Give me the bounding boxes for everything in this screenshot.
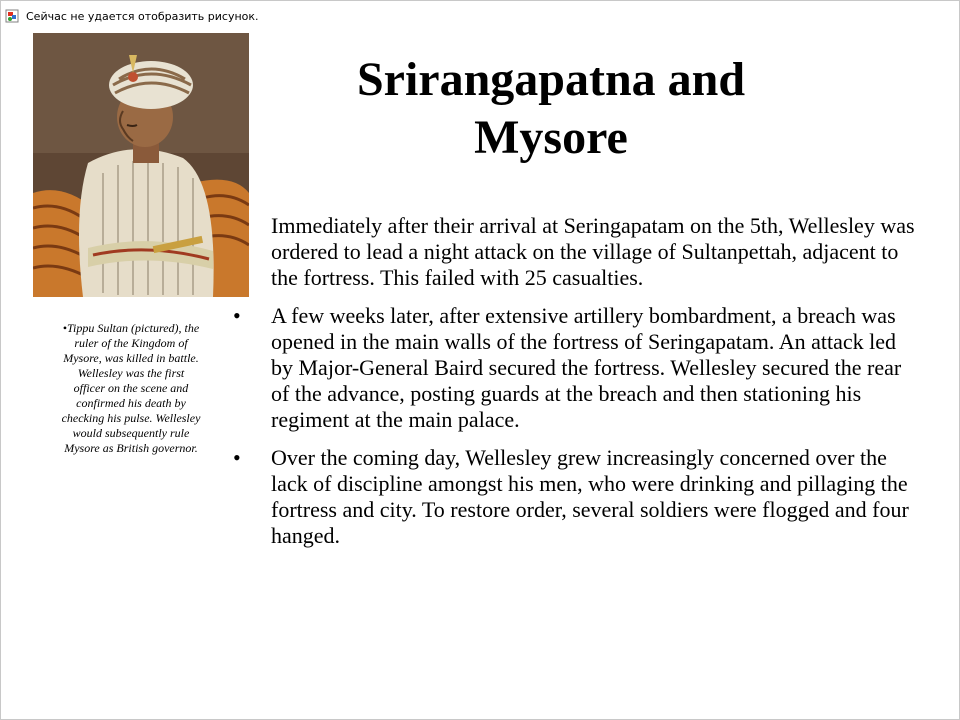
bullet-text: Immediately after their arrival at Seringapatam on the 5th, Wellesley was ordered to lead a night attack on the village of Sultanpettah, adjacent to the fortress. This failed with 25 casualties.	[271, 213, 915, 290]
bullet-dot: •	[233, 445, 241, 470]
bullet-list	[229, 213, 919, 561]
slide-title: Srirangapatna and Mysore	[356, 53, 746, 164]
bullet-text: A few weeks later, after extensive artillery bombardment, a breach was opened in the main walls of the fortress of Seringapatam. An attack led by Major-General Baird secured the fortress. Wellesley secured the rear of the advance, posting guards at the breach and then stationing his regiment at the main palace.	[271, 303, 902, 432]
bullet-item	[229, 213, 919, 291]
broken-image-icon	[5, 9, 20, 24]
bullet-text: Over the coming day, Wellesley grew increasingly concerned over the lack of discipline amongst his men, who were drinking and pillaging the fortress and city. To restore order, several soldiers were flogged and four hanged.	[271, 445, 909, 548]
bullet-item	[229, 445, 919, 549]
image-error-banner	[5, 5, 259, 27]
bullet-item	[229, 303, 919, 433]
tippu-sultan-portrait	[33, 33, 249, 297]
bullet-dot: •	[233, 303, 241, 328]
image-error-text: Сейчас не удается отобразить рисунок.	[26, 9, 259, 23]
portrait-caption: •Tippu Sultan (pictured), the ruler of the Kingdom of Mysore, was killed in battle. Wellesley was the first officer on the scene and confirmed his death by checking his pulse. Wellesley would subsequently rule Mysore as British governor.	[61, 321, 201, 455]
portrait-illustration	[33, 33, 249, 297]
